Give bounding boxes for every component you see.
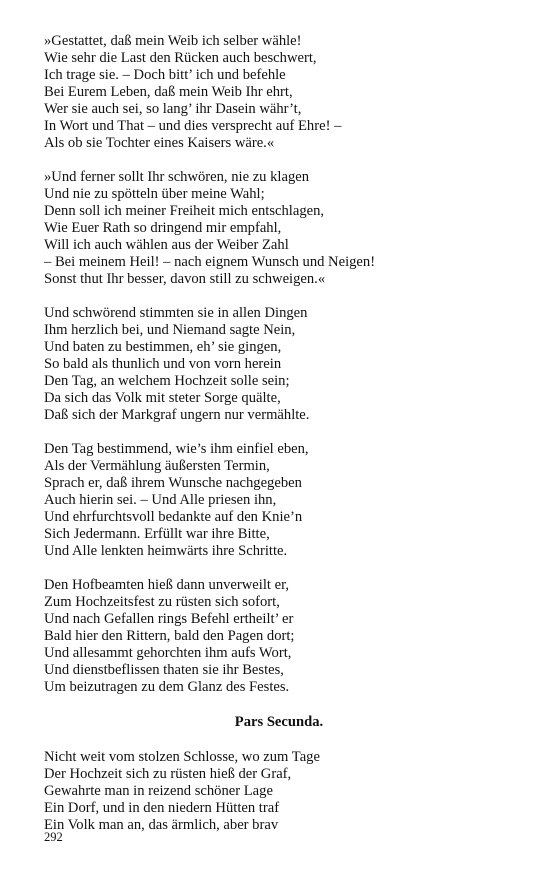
verse-line: – Bei meinem Heil! – nach eignem Wunsch und Neigen! <box>44 254 376 270</box>
verse-line: Der Hochzeit sich zu rüsten hieß der Graf, <box>44 766 292 782</box>
stanza <box>44 441 514 560</box>
verse-line: Sprach er, daß ihrem Wunsche nachgegeben <box>44 475 302 491</box>
verse-line: »Und ferner sollt Ihr schwören, nie zu klagen <box>44 169 310 185</box>
verse-line: Ein Dorf, und in den niedern Hütten traf <box>44 800 280 816</box>
verse-line: Wie Euer Rath so dringend mir empfahl, <box>44 220 282 236</box>
verse-line: Bald hier den Rittern, bald den Pagen dort; <box>44 628 295 644</box>
stanza <box>44 305 514 424</box>
verse-line: Denn soll ich meiner Freiheit mich entschlagen, <box>44 203 325 219</box>
verse-line: Und nach Gefallen rings Befehl ertheilt’ er <box>44 611 294 627</box>
verse-line: Da sich das Volk mit steter Sorge quälte, <box>44 390 281 406</box>
verse-line: Und Alle lenkten heimwärts ihre Schritte. <box>44 543 288 559</box>
final-stanza <box>44 749 514 834</box>
verse-line: Wer sie auch sei, so lang’ ihr Dasein währ’t, <box>44 101 302 117</box>
verse-line: Und baten zu bestimmen, eh’ sie gingen, <box>44 339 282 355</box>
verse-line: Den Tag, an welchem Hochzeit solle sein; <box>44 373 290 389</box>
verse-line: Ich trage sie. – Doch bitt’ ich und befehle <box>44 67 286 83</box>
verse-line: Und allesammt gehorchten ihm aufs Wort, <box>44 645 292 661</box>
verse-line: Daß sich der Markgraf ungern nur vermählte. <box>44 407 310 423</box>
verse-line: Und dienstbeflissen thaten sie ihr Bestes, <box>44 662 284 678</box>
verse-line: Um beizutragen zu dem Glanz des Festes. <box>44 679 290 695</box>
verse-line: So bald als thunlich und von vorn herein <box>44 356 282 372</box>
verse-line: Will ich auch wählen aus der Weiber Zahl <box>44 237 289 253</box>
verse-line: Auch hierin sei. – Und Alle priesen ihn, <box>44 492 277 508</box>
verse-line: Als ob sie Tochter eines Kaisers wäre.« <box>44 135 275 151</box>
stanza-list <box>44 33 514 696</box>
stanza <box>44 577 514 696</box>
verse-line: Und schwörend stimmten sie in allen Dingen <box>44 305 308 321</box>
section-heading: Pars Secunda. <box>234 714 324 730</box>
verse-line: Den Hofbeamten hieß dann unverweilt er, <box>44 577 289 593</box>
verse-line: Und ehrfurchtsvoll bedankte auf den Knie’n <box>44 509 303 525</box>
poem-page <box>44 33 514 851</box>
verse-line: »Gestattet, daß mein Weib ich selber wähle! <box>44 33 302 49</box>
verse-line: Wie sehr die Last den Rücken auch beschwert, <box>44 50 317 66</box>
verse-line: Ein Volk man an, das ärmlich, aber brav <box>44 817 279 833</box>
verse-line: Sonst thut Ihr besser, davon still zu schweigen.« <box>44 271 326 287</box>
verse-line: In Wort und That – und dies versprecht auf Ehre! – <box>44 118 342 134</box>
verse-line: Und nie zu spötteln über meine Wahl; <box>44 186 265 202</box>
verse-line: Den Tag bestimmend, wie’s ihm einfiel eben, <box>44 441 309 457</box>
verse-line: Bei Eurem Leben, daß mein Weib Ihr ehrt, <box>44 84 293 100</box>
verse-line: Ihm herzlich bei, und Niemand sagte Nein, <box>44 322 296 338</box>
verse-line: Als der Vermählung äußersten Termin, <box>44 458 270 474</box>
verse-line: Gewahrte man in reizend schöner Lage <box>44 783 273 799</box>
verse-line: Nicht weit vom stolzen Schlosse, wo zum Tage <box>44 749 320 765</box>
verse-line: Sich Jedermann. Erfüllt war ihre Bitte, <box>44 526 270 542</box>
stanza <box>44 169 514 288</box>
page-number: 292 <box>44 830 63 844</box>
verse-line: Zum Hochzeitsfest zu rüsten sich sofort, <box>44 594 280 610</box>
stanza <box>44 33 514 152</box>
